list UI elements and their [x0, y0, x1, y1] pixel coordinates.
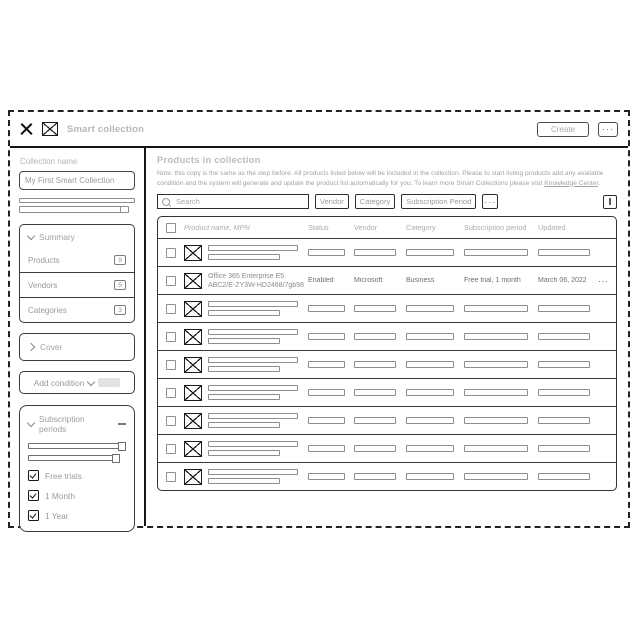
product-name-skeleton: [208, 355, 304, 374]
column-updated: Updated: [538, 223, 566, 233]
product-image-placeholder-icon: [184, 413, 202, 429]
products-table: [157, 216, 617, 491]
filter-vendor-button[interactable]: Vendor: [315, 194, 349, 209]
product-name-skeleton: [208, 383, 304, 402]
column-vendor: Vendor: [354, 223, 378, 233]
remove-condition-icon[interactable]: [118, 423, 126, 425]
updated-skeleton: [538, 361, 590, 368]
vendor-skeleton: [354, 333, 396, 340]
collection-name-label: Collection name: [20, 157, 78, 166]
status-skeleton: [308, 361, 345, 368]
vendor-skeleton: [354, 389, 396, 396]
note-body: Note: this copy is the same as the step before. All products listed below will be included in the collection. Please to start listing products add any available condition and the system will generate and update the product list automatically for you. To learn more Smart Collections please visit: [157, 170, 604, 187]
skeleton-bar: [208, 469, 298, 475]
skeleton-bar: [208, 301, 298, 307]
status-skeleton: [308, 389, 345, 396]
product-mpn: ABC2/E-ZY3W-HD2468/7gb98: [208, 281, 304, 289]
product-name-skeleton: [208, 243, 304, 262]
product-image-placeholder-icon: [184, 329, 202, 345]
summary-list: [20, 248, 134, 322]
skeleton-bar: [208, 450, 280, 456]
subscription-period-skeleton: [464, 249, 528, 256]
product-image-placeholder-icon: [184, 245, 202, 261]
skeleton-slider: [28, 443, 126, 449]
product-name-skeleton: [208, 411, 304, 430]
product-image-placeholder-icon: [184, 385, 202, 401]
skeleton-bar: [208, 385, 298, 391]
product-name: Office 365 Enterprise E5: [208, 272, 285, 280]
create-button[interactable]: Create: [537, 122, 589, 137]
filter-subscription-period-button[interactable]: Subscription Period: [401, 194, 476, 209]
search-input[interactable]: [174, 196, 304, 207]
category-skeleton: [406, 417, 454, 424]
skeleton-bar: [208, 357, 298, 363]
row-checkbox[interactable]: [166, 360, 176, 370]
updated-skeleton: [538, 473, 590, 480]
count-badge: 5: [114, 280, 126, 290]
row-checkbox[interactable]: [166, 472, 176, 482]
search-icon: [162, 198, 170, 206]
checkbox-checked-icon[interactable]: [28, 470, 39, 481]
product-image-placeholder-icon: [184, 357, 202, 373]
product-image-placeholder-icon: [184, 273, 202, 289]
toolbar-more-button[interactable]: ···: [482, 194, 498, 209]
status-skeleton: [308, 333, 345, 340]
vendor-skeleton: [354, 445, 396, 452]
updated-cell: March 06, 2022: [538, 277, 587, 285]
updated-skeleton: [538, 417, 590, 424]
row-checkbox[interactable]: [166, 416, 176, 426]
summary-item-label: Categories: [28, 305, 67, 315]
product-name-skeleton: [208, 299, 304, 318]
skeleton-bar: [208, 245, 298, 251]
collection-image-icon: [42, 122, 58, 136]
product-name-skeleton: [208, 327, 304, 346]
main-panel: [146, 148, 628, 526]
note-suffix: .: [598, 179, 601, 187]
subscription-period-skeleton: [464, 389, 528, 396]
option-label: 1 Year: [45, 510, 69, 521]
titlebar-more-button[interactable]: ···: [598, 122, 618, 137]
category-skeleton: [406, 333, 454, 340]
subscription-period-skeleton: [464, 445, 528, 452]
status-skeleton: [308, 445, 345, 452]
summary-title: Summary: [39, 232, 75, 242]
note-text: [157, 169, 617, 188]
subscription-period-cell: Free trial, 1 month: [464, 277, 521, 285]
skeleton-bar: [208, 441, 298, 447]
updated-skeleton: [538, 305, 590, 312]
option-1-month[interactable]: [28, 490, 126, 501]
summary-panel: [19, 224, 135, 323]
row-checkbox[interactable]: [166, 304, 176, 314]
add-condition-button[interactable]: [19, 371, 135, 394]
summary-item-categories: [20, 297, 134, 322]
subscription-periods-title: Subscription periods: [39, 414, 85, 434]
checkbox-checked-icon[interactable]: [28, 510, 39, 521]
vendor-skeleton: [354, 305, 396, 312]
summary-header[interactable]: [20, 232, 134, 242]
row-checkbox[interactable]: [166, 248, 176, 258]
status-skeleton: [308, 249, 345, 256]
subscription-periods-panel: [19, 405, 135, 532]
status-skeleton: [308, 417, 345, 424]
table-row-office-365[interactable]: Office 365 Enterprise E5 ABC2/E-ZY3W-HD2468/7gb98 Enabled Microsoft Business Free trial, 1 month March 06, 2022 ···: [158, 266, 616, 294]
table-row[interactable]: [158, 238, 616, 266]
updated-skeleton: [538, 445, 590, 452]
filter-category-button[interactable]: Category: [355, 194, 395, 209]
count-badge: 9: [114, 255, 126, 265]
skeleton-bar: [208, 329, 298, 335]
row-checkbox[interactable]: [166, 388, 176, 398]
close-icon[interactable]: [20, 123, 33, 136]
dialog-title: Smart collection: [67, 123, 145, 135]
product-image-placeholder-icon: [184, 441, 202, 457]
table-row[interactable]: [158, 434, 616, 462]
smart-collection-dialog: [8, 110, 630, 528]
column-settings-button[interactable]: [603, 195, 617, 209]
option-label: 1 Month: [45, 490, 75, 501]
skeleton-bar: [208, 413, 298, 419]
category-skeleton: [406, 389, 454, 396]
column-subscription-period: Subscription period: [464, 223, 527, 233]
skeleton-bar: [19, 198, 135, 203]
vendor-skeleton: [354, 361, 396, 368]
cover-title: Cover: [40, 342, 63, 352]
column-status: Status: [308, 223, 329, 233]
summary-item-vendors: [20, 272, 134, 297]
skeleton-bar: [208, 478, 280, 484]
subscription-periods-header[interactable]: [28, 414, 126, 434]
sidebar: [10, 148, 146, 526]
category-skeleton: [406, 249, 454, 256]
status-skeleton: [308, 305, 345, 312]
search-box[interactable]: [157, 194, 309, 209]
chevron-right-icon: [27, 343, 35, 351]
summary-item-label: Products: [28, 255, 60, 265]
checkbox-checked-icon[interactable]: [28, 490, 39, 501]
skeleton-bar: [208, 394, 280, 400]
table-row[interactable]: [158, 462, 616, 490]
option-free-trials[interactable]: [28, 470, 126, 481]
category-cell: Business: [406, 277, 435, 285]
slider-handle[interactable]: [118, 442, 126, 451]
column-category: Category: [406, 223, 436, 233]
category-skeleton: [406, 305, 454, 312]
updated-skeleton: [538, 333, 590, 340]
skeleton-bar: [208, 338, 280, 344]
subscription-period-skeleton: [464, 333, 528, 340]
columns-icon: [609, 198, 611, 205]
skeleton-bar: [208, 422, 280, 428]
skeleton-bar: [208, 254, 280, 260]
chevron-down-icon: [27, 232, 35, 240]
product-name-skeleton: [208, 467, 304, 486]
product-image-placeholder-icon: [184, 469, 202, 485]
vendor-cell: Microsoft: [354, 277, 383, 285]
row-checkbox[interactable]: [166, 332, 176, 342]
updated-skeleton: [538, 249, 590, 256]
product-name-skeleton: [208, 439, 304, 458]
subscription-period-skeleton: [464, 305, 528, 312]
row-checkbox[interactable]: [166, 444, 176, 454]
slider-handle[interactable]: [112, 454, 120, 463]
category-skeleton: [406, 473, 454, 480]
subscription-period-skeleton: [464, 417, 528, 424]
product-image-placeholder-icon: [184, 301, 202, 317]
table-row[interactable]: [158, 294, 616, 322]
products-heading: Products in collection: [157, 155, 261, 166]
category-skeleton: [406, 361, 454, 368]
collection-name-input[interactable]: [19, 171, 135, 190]
toolbar: [157, 194, 617, 209]
table-header: [158, 217, 616, 238]
updated-skeleton: [538, 389, 590, 396]
skeleton-bar: [208, 366, 280, 372]
select-all-checkbox[interactable]: [166, 223, 176, 233]
product-name-cell: [208, 272, 304, 290]
vendor-skeleton: [354, 249, 396, 256]
subscription-period-skeleton: [464, 473, 528, 480]
skeleton-blob: [98, 378, 120, 387]
summary-item-products: [20, 248, 134, 272]
subscription-period-skeleton: [464, 361, 528, 368]
skeleton-bar: [19, 206, 129, 213]
chevron-down-icon: [27, 419, 35, 427]
category-skeleton: [406, 445, 454, 452]
table-row[interactable]: [158, 378, 616, 406]
vendor-skeleton: [354, 473, 396, 480]
status-cell: Enabled: [308, 277, 334, 285]
table-row[interactable]: [158, 322, 616, 350]
count-badge: 3: [114, 305, 126, 315]
table-row[interactable]: [158, 350, 616, 378]
dialog-titlebar: [10, 112, 628, 148]
table-row[interactable]: [158, 406, 616, 434]
vendor-skeleton: [354, 417, 396, 424]
skeleton-bar: [208, 310, 280, 316]
column-product-name: Product name, MPN: [184, 223, 250, 233]
option-label: Free trials: [45, 470, 82, 481]
row-checkbox[interactable]: [166, 276, 176, 286]
option-1-year[interactable]: [28, 510, 126, 521]
cover-section[interactable]: [19, 333, 135, 361]
summary-item-label: Vendors: [28, 280, 58, 290]
knowledge-center-link[interactable]: Knowledge Center: [544, 179, 599, 187]
skeleton-slider: [28, 455, 120, 461]
add-condition-label: Add condition: [33, 377, 85, 388]
dialog-body: [10, 148, 628, 526]
chevron-down-icon: [87, 377, 95, 385]
status-skeleton: [308, 473, 345, 480]
